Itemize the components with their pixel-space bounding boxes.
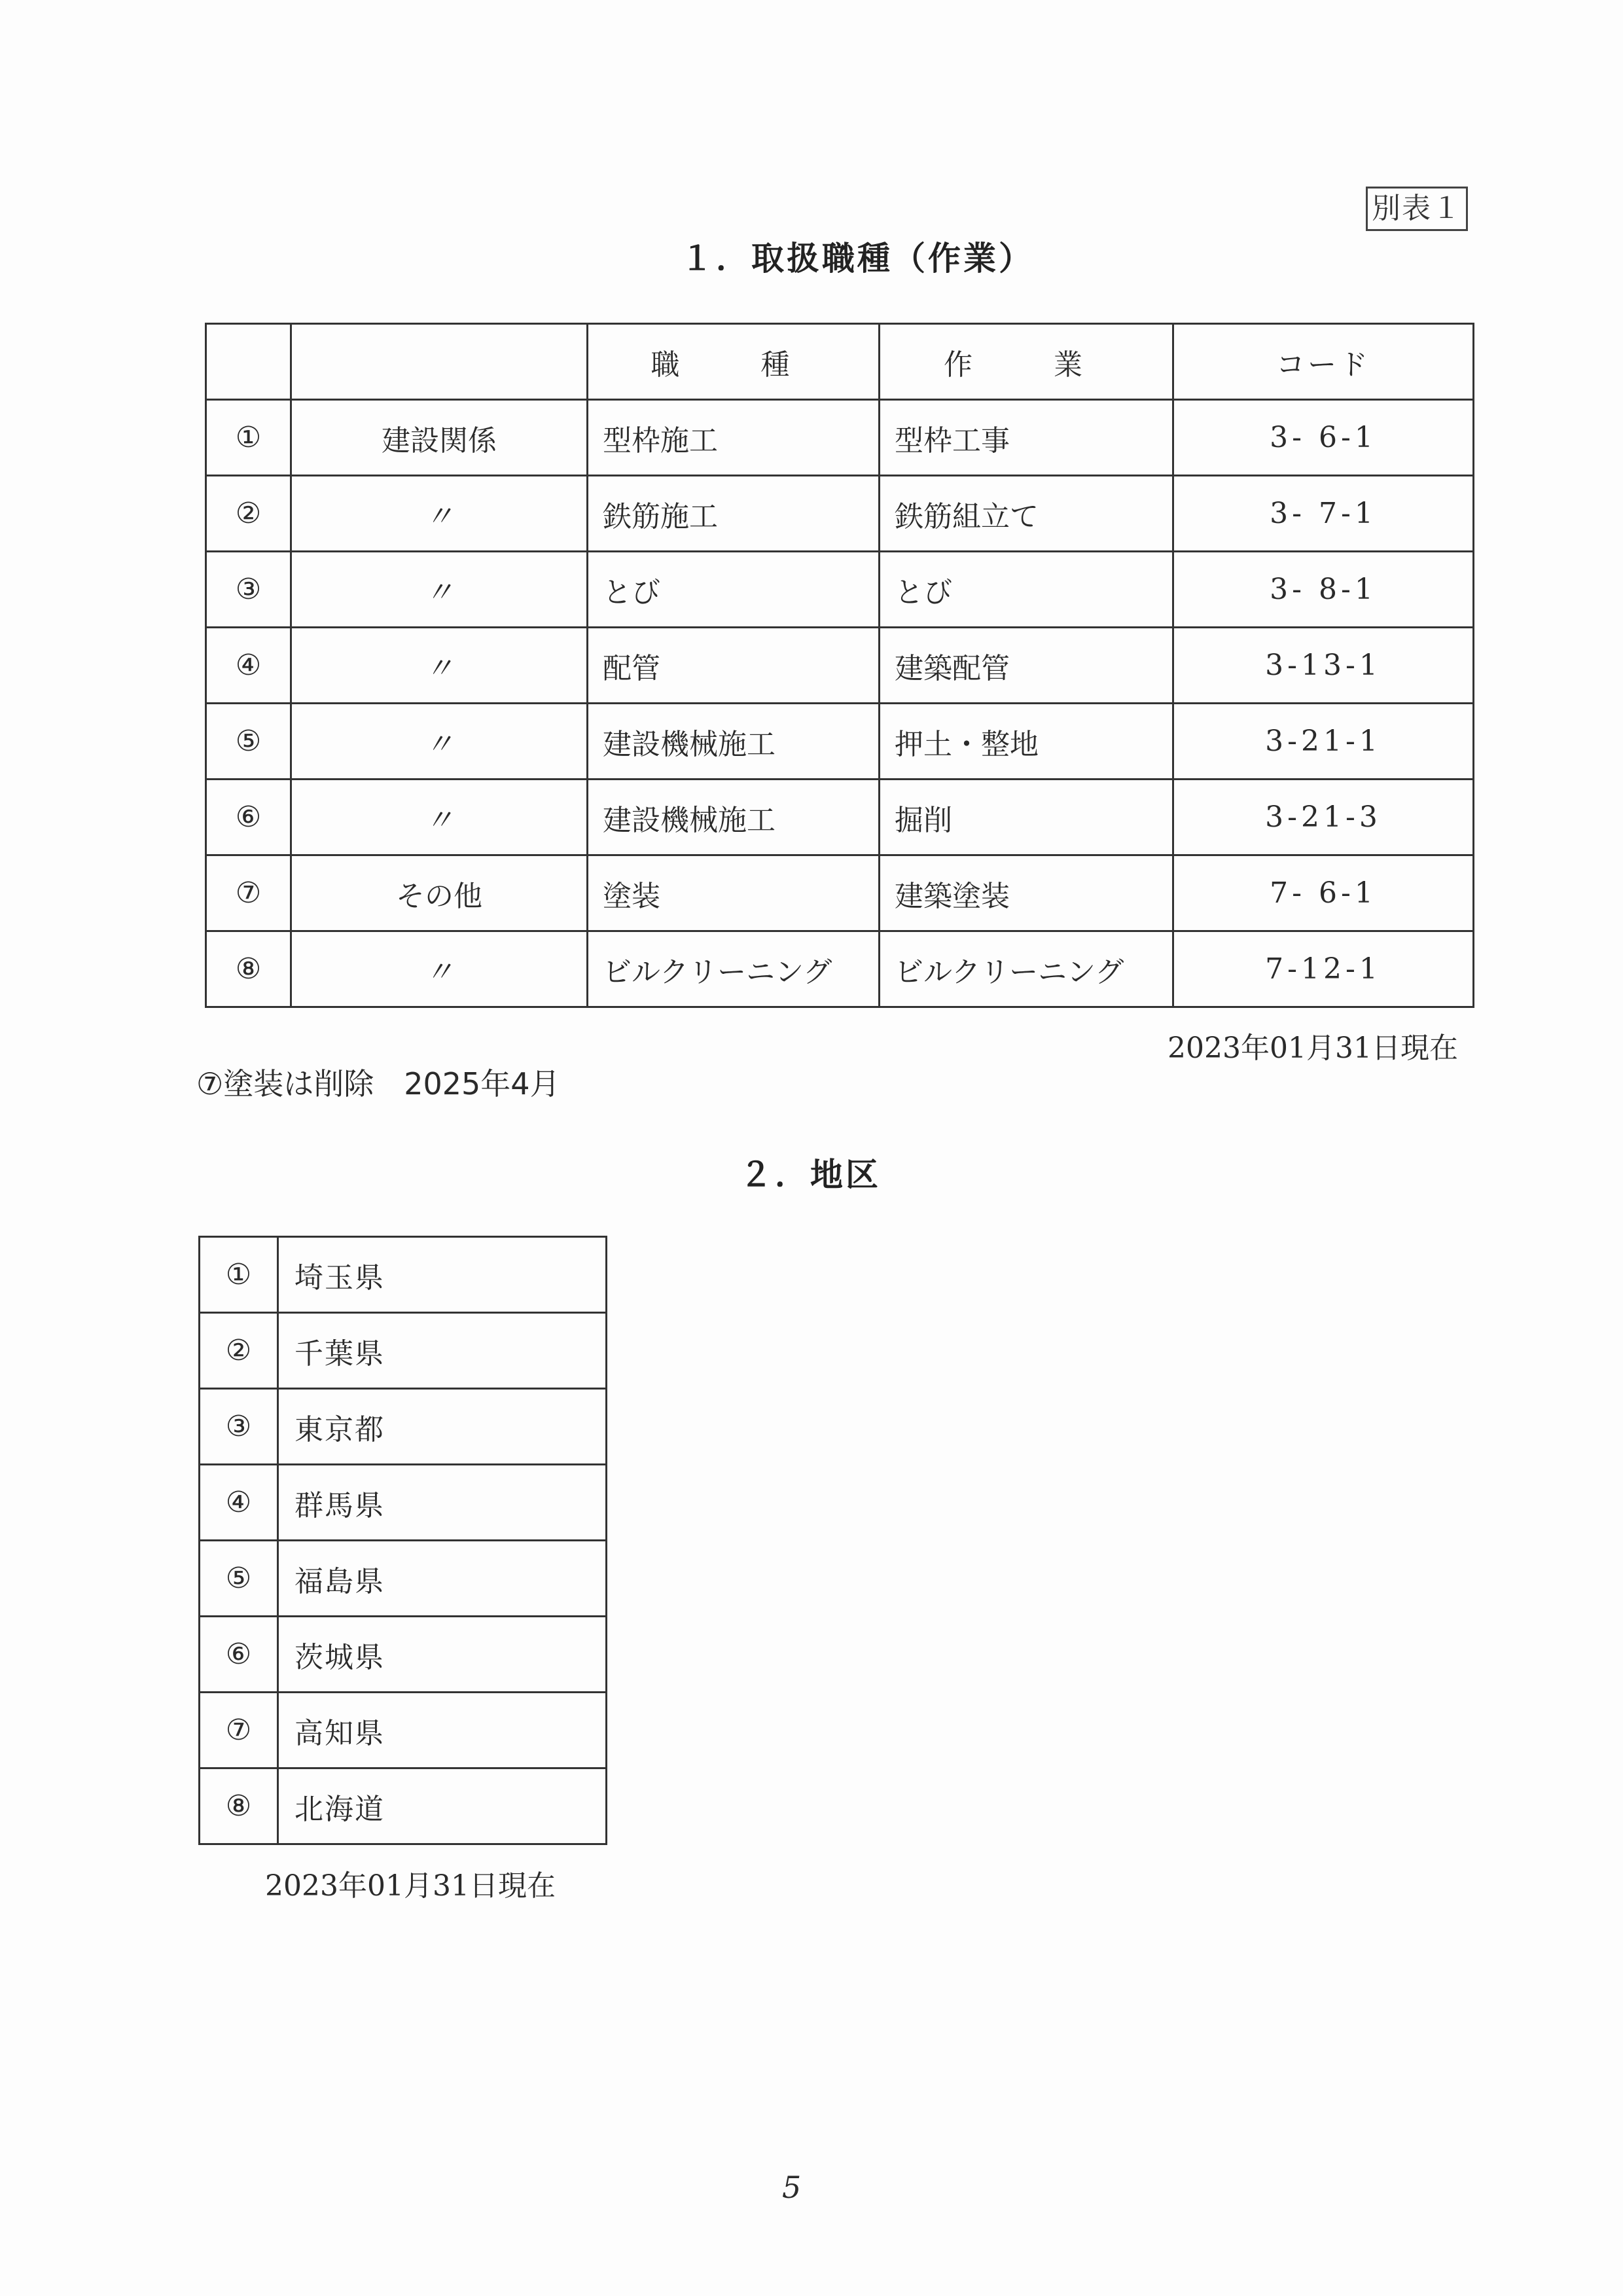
row-work: ビルクリーニング	[880, 931, 1173, 1007]
table-row	[200, 1768, 607, 1844]
row-code: 3-13-1	[1173, 628, 1474, 704]
row-number: ②	[206, 476, 291, 552]
table-row	[206, 855, 1474, 931]
region-name: 北海道	[278, 1768, 607, 1844]
row-category: 〃	[291, 552, 588, 628]
region-name: 群馬県	[278, 1465, 607, 1541]
table-row	[200, 1541, 607, 1617]
row-number: ①	[200, 1237, 278, 1313]
row-number: ⑦	[206, 855, 291, 931]
region-name: 埼玉県	[278, 1237, 607, 1313]
section-2-title: ２．地区	[740, 1156, 881, 1194]
header-occupation: 職 種	[588, 324, 880, 400]
row-category: 建設関係	[291, 400, 588, 476]
header-num	[206, 324, 291, 400]
as-of-date-2: 2023年01月31日現在	[265, 1869, 556, 1903]
row-occupation: とび	[588, 552, 880, 628]
table-row	[200, 1237, 607, 1313]
row-number: ③	[206, 552, 291, 628]
row-work: 鉄筋組立て	[880, 476, 1173, 552]
row-category: 〃	[291, 476, 588, 552]
row-code: 7- 6-1	[1173, 855, 1474, 931]
row-number: ⑥	[206, 780, 291, 855]
table-row	[206, 628, 1474, 704]
as-of-date-1: 2023年01月31日現在	[1168, 1031, 1458, 1065]
row-code: 7-12-1	[1173, 931, 1474, 1007]
row-number: ⑤	[206, 704, 291, 780]
table-row	[206, 704, 1474, 780]
region-name: 東京都	[278, 1389, 607, 1465]
row-work: 建築塗装	[880, 855, 1173, 931]
row-code: 3- 8-1	[1173, 552, 1474, 628]
row-number: ⑧	[200, 1768, 278, 1844]
region-name: 茨城県	[278, 1617, 607, 1693]
row-category: 〃	[291, 628, 588, 704]
row-code: 3-21-3	[1173, 780, 1474, 855]
row-number: ①	[206, 400, 291, 476]
row-occupation: 建設機械施工	[588, 704, 880, 780]
table-row	[206, 476, 1474, 552]
table-header-row	[206, 324, 1474, 400]
row-work: 押土・整地	[880, 704, 1173, 780]
table-row	[206, 400, 1474, 476]
deletion-note: ⑦塗装は削除 2025年4月	[196, 1066, 560, 1102]
appendix-label: 別表１	[1366, 187, 1468, 231]
row-category: 〃	[291, 780, 588, 855]
region-name: 高知県	[278, 1693, 607, 1768]
row-category: 〃	[291, 931, 588, 1007]
occupation-table	[205, 323, 1474, 1008]
row-number: ⑥	[200, 1617, 278, 1693]
table-row	[200, 1465, 607, 1541]
table-row	[200, 1313, 607, 1389]
row-work: とび	[880, 552, 1173, 628]
row-number: ②	[200, 1313, 278, 1389]
row-work: 型枠工事	[880, 400, 1173, 476]
row-number: ⑧	[206, 931, 291, 1007]
table-row	[200, 1617, 607, 1693]
row-number: ④	[206, 628, 291, 704]
table-row	[206, 780, 1474, 855]
region-name: 千葉県	[278, 1313, 607, 1389]
row-code: 3-21-1	[1173, 704, 1474, 780]
page-number: 5	[782, 2170, 802, 2205]
row-number: ④	[200, 1465, 278, 1541]
row-number: ⑤	[200, 1541, 278, 1617]
row-work: 掘削	[880, 780, 1173, 855]
row-occupation: 型枠施工	[588, 400, 880, 476]
row-category: 〃	[291, 704, 588, 780]
row-occupation: 建設機械施工	[588, 780, 880, 855]
section-1-title: １．取扱職種（作業）	[681, 240, 1034, 278]
header-work: 作 業	[880, 324, 1173, 400]
row-occupation: 配管	[588, 628, 880, 704]
table-row	[206, 931, 1474, 1007]
row-number: ⑦	[200, 1693, 278, 1768]
row-category: その他	[291, 855, 588, 931]
header-code: コード	[1173, 324, 1474, 400]
row-code: 3- 7-1	[1173, 476, 1474, 552]
region-name: 福島県	[278, 1541, 607, 1617]
row-occupation: ビルクリーニング	[588, 931, 880, 1007]
table-row	[200, 1693, 607, 1768]
header-category	[291, 324, 588, 400]
table-row	[206, 552, 1474, 628]
region-table	[198, 1236, 607, 1845]
row-work: 建築配管	[880, 628, 1173, 704]
row-occupation: 鉄筋施工	[588, 476, 880, 552]
row-occupation: 塗装	[588, 855, 880, 931]
row-number: ③	[200, 1389, 278, 1465]
table-row	[200, 1389, 607, 1465]
row-code: 3- 6-1	[1173, 400, 1474, 476]
